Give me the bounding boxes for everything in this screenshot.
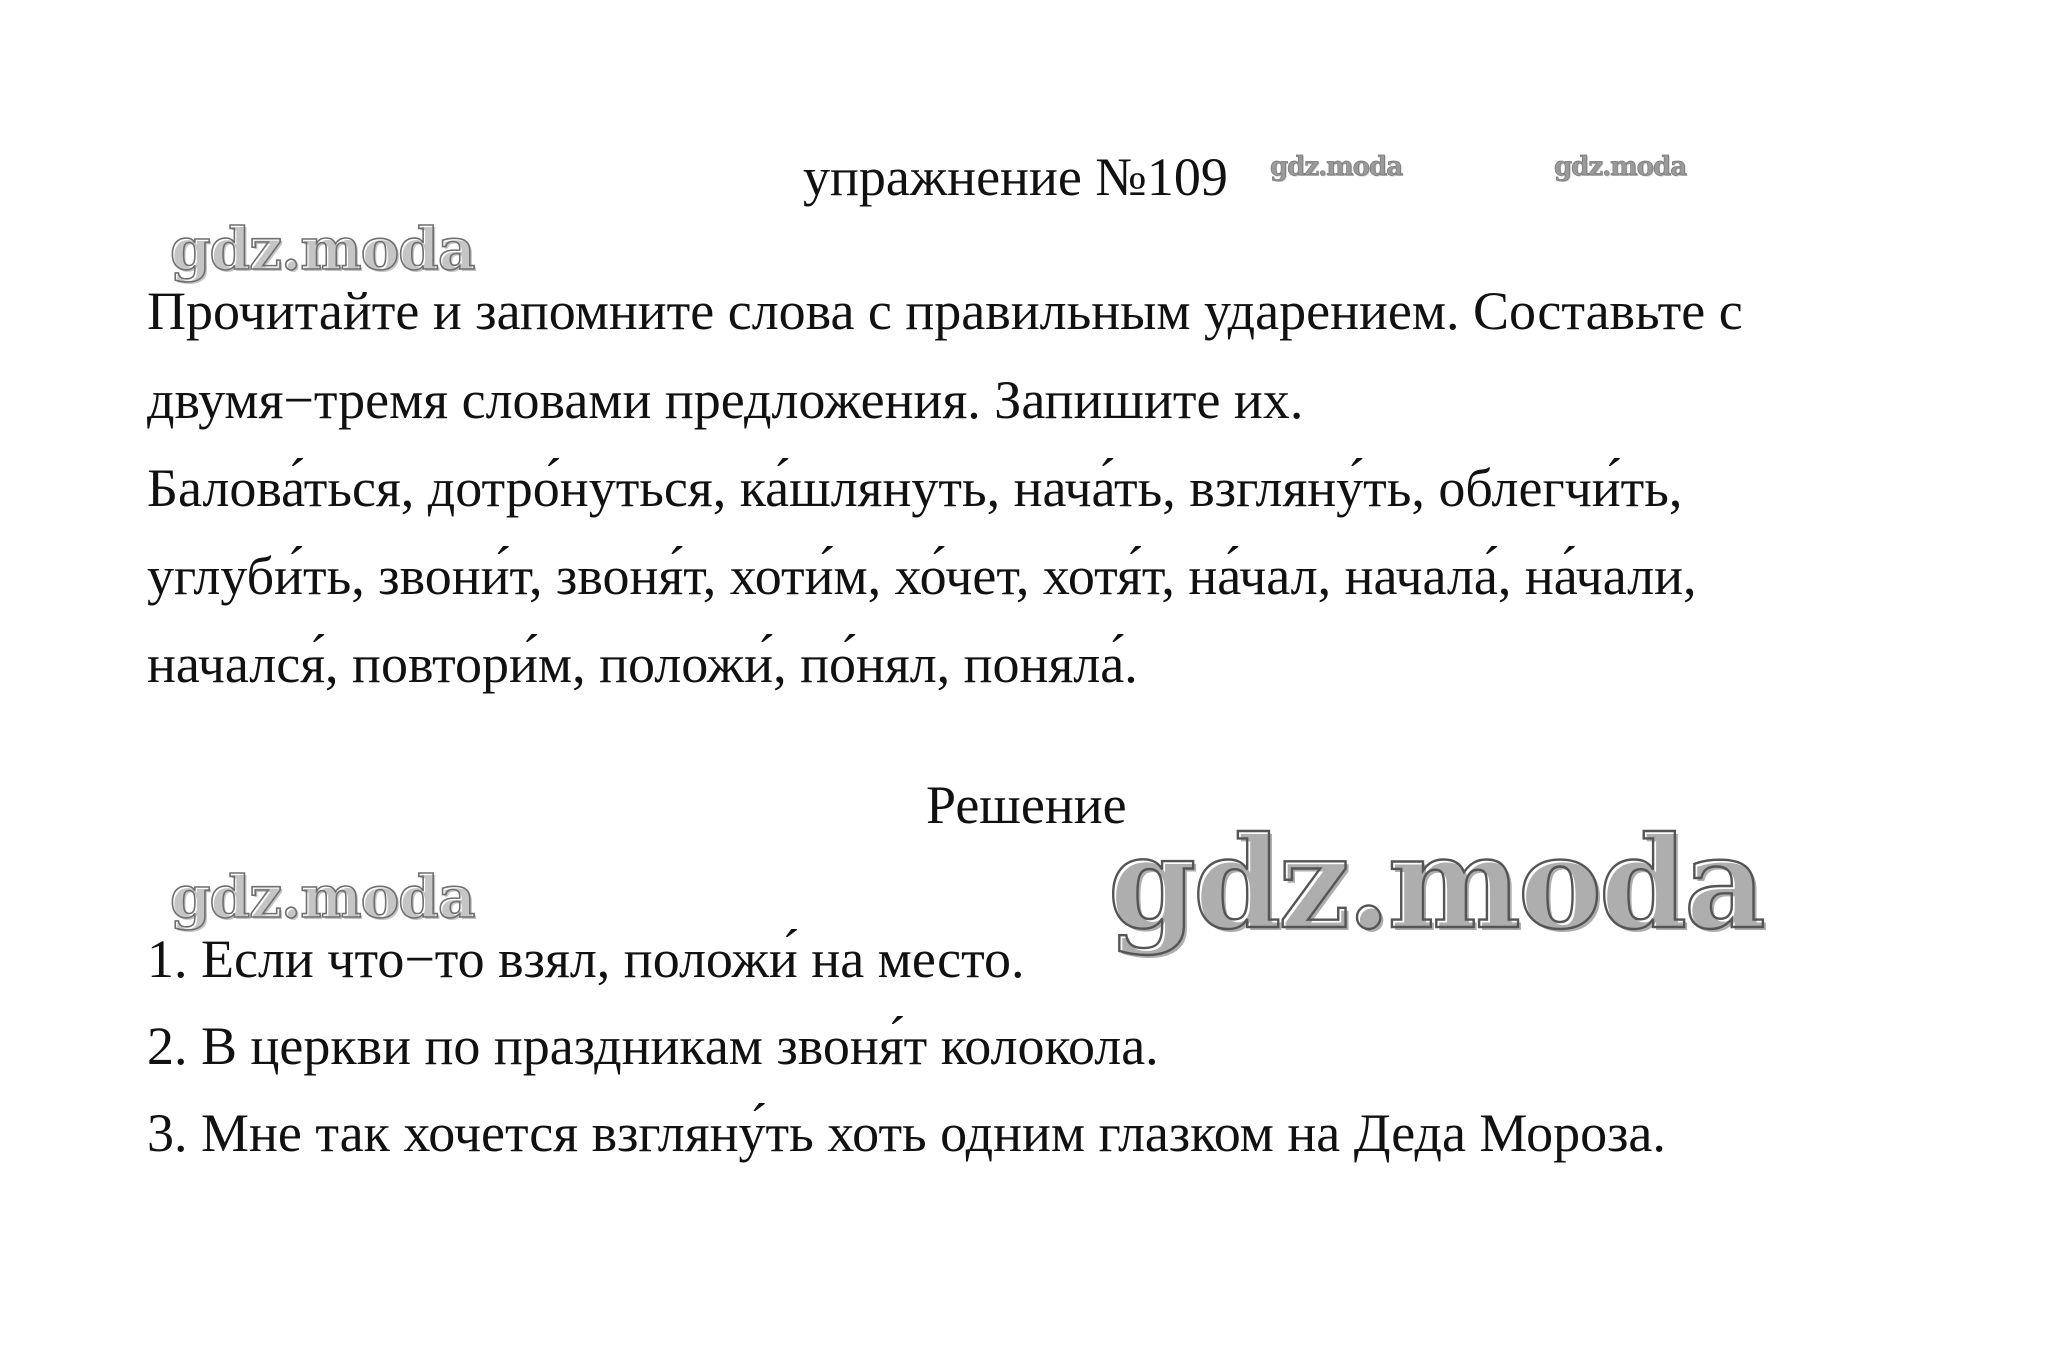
watermark-top-1: gdz.moda bbox=[1270, 152, 1403, 182]
task-text-line-1: Прочитайте и запомните слова с правильным ударением. Составьте с bbox=[147, 281, 1743, 341]
word-list-line-3: начался́, повтори́м, положи́, по́нял, поняла́. bbox=[147, 634, 1138, 694]
word-list-line-2: углуби́ть, звони́т, звоня́т, хоти́м, хо́чет, хотя́т, на́чал, начала́, на́чали, bbox=[147, 546, 1697, 606]
answer-sentence-1: 1. Если что−то взял, положи́ на место. bbox=[147, 929, 1025, 989]
watermark-center-large: gdz.moda bbox=[1108, 809, 1763, 957]
watermark-left-upper: gdz.moda bbox=[170, 215, 475, 283]
answer-sentence-2: 2. В церкви по праздникам звоня́т колокола. bbox=[147, 1016, 1159, 1076]
task-text-line-2: двумя−тремя словами предложения. Запишите их. bbox=[147, 370, 1304, 430]
watermark-top-2: gdz.moda bbox=[1554, 152, 1687, 182]
word-list-line-1: Балова́ться, дотро́нуться, ка́шлянуть, нача́ть, взгляну́ть, облегчи́ть, bbox=[147, 458, 1683, 518]
watermark-left-lower: gdz.moda bbox=[170, 863, 475, 931]
exercise-title: упражнение №109 bbox=[803, 147, 1228, 207]
solution-heading: Решение bbox=[926, 775, 1127, 835]
answer-sentence-3: 3. Мне так хочется взгляну́ть хоть одним глазком на Деда Мороза. bbox=[147, 1103, 1666, 1163]
